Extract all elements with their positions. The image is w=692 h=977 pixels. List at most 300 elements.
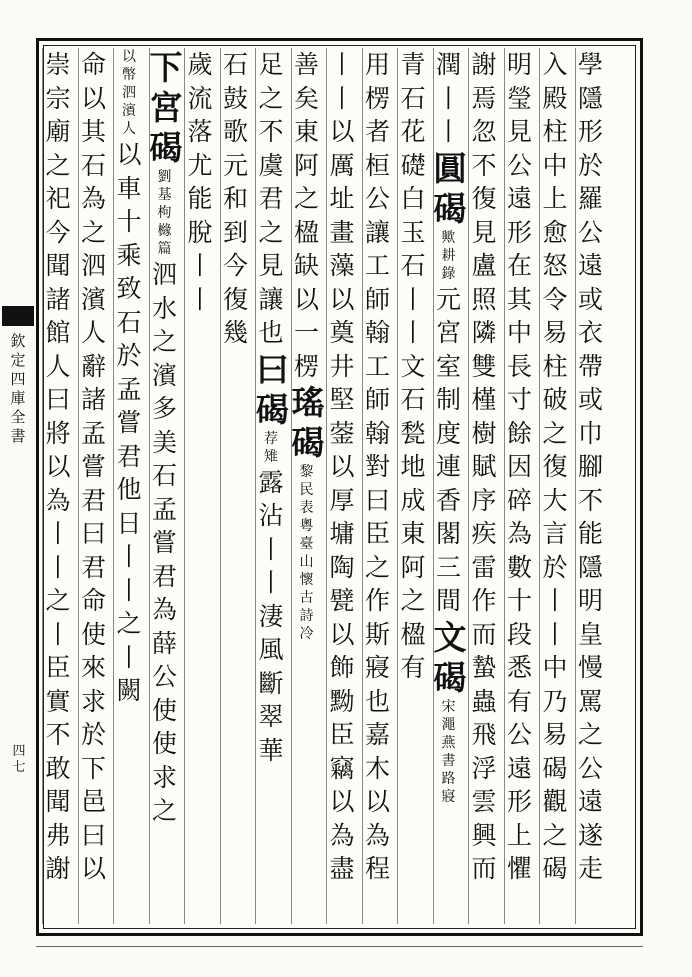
text-char: 君 [151, 561, 177, 591]
text-char: 罵 [577, 686, 603, 716]
text-char: 之 [258, 83, 284, 113]
text-char: 潤 [435, 50, 461, 79]
text-char: 落 [187, 117, 213, 146]
text-char: 多 [151, 394, 177, 423]
text-char: 之 [80, 217, 106, 247]
text-char: 曰 [45, 385, 71, 414]
margin-title-char: 書 [10, 427, 26, 445]
text-char: 中 [542, 150, 568, 180]
text-char: 使 [151, 695, 177, 725]
text-char: 公 [577, 217, 603, 247]
text-char: 曰 [80, 820, 106, 850]
text-char: 或 [577, 385, 603, 414]
text-char: 忽 [471, 117, 497, 146]
text-char: 也 [364, 686, 390, 716]
text-char: 遠 [577, 787, 603, 816]
text-char: 香 [435, 485, 461, 515]
text-char: 丨 [187, 284, 213, 314]
text-char: 言 [542, 519, 568, 548]
text-char: 見 [471, 217, 497, 247]
annotation-char: 以 [122, 49, 136, 65]
text-char: 孟 [80, 418, 106, 448]
text-char: 對 [364, 452, 390, 481]
text-char: 矣 [293, 83, 319, 113]
text-char: 歲 [187, 50, 213, 79]
margin-book-title [9, 332, 27, 446]
text-char: 懼 [506, 854, 532, 883]
text-char: 辭 [80, 351, 106, 381]
text-char: 飾 [329, 653, 355, 682]
text-char: 人 [80, 318, 106, 347]
text-char: 隱 [577, 83, 603, 113]
text-char: 曰 [80, 519, 106, 548]
text-char: 以 [364, 787, 390, 816]
text-char: 於 [80, 720, 106, 749]
text-char: 遠 [506, 753, 532, 783]
text-char: 乘 [116, 240, 142, 270]
text-char: 間 [435, 586, 461, 615]
text-char: 翰 [364, 318, 390, 347]
text-char: 為 [45, 485, 71, 515]
annotation-char: 書 [441, 752, 456, 769]
text-char: 之 [364, 552, 390, 582]
text-char: 中 [506, 318, 532, 347]
text-char: 疾 [471, 519, 497, 548]
text-char: 破 [542, 385, 568, 414]
text-char: 日 [116, 508, 142, 538]
text-char: 白 [400, 184, 426, 213]
text-char: 大 [542, 485, 568, 515]
annotation-char: 臺 [299, 536, 314, 552]
text-char: 邑 [80, 787, 106, 816]
text-char: 之 [542, 418, 568, 448]
text-char: 或 [577, 284, 603, 314]
text-char: 井 [329, 351, 355, 381]
text-char: 丨 [400, 318, 426, 347]
text-char: 丨 [187, 251, 213, 280]
text-char: 東 [400, 519, 426, 548]
text-char: 不 [258, 117, 284, 146]
text-column-c6 [397, 48, 428, 924]
text-char: 臣 [329, 720, 355, 749]
text-char: 走 [577, 854, 603, 883]
annotation-char: 基 [157, 187, 172, 203]
text-char: 以 [329, 284, 355, 314]
text-char: 浮 [471, 753, 497, 783]
annotation-char: 錄 [441, 265, 456, 282]
text-char: 曰 [364, 485, 390, 515]
margin-title-char: 全 [10, 408, 26, 426]
text-char: 館 [45, 318, 71, 347]
text-char: 度 [435, 418, 461, 448]
annotation-char: 枸 [157, 205, 172, 221]
fishtail-mark [2, 306, 34, 326]
text-char: 形 [577, 117, 603, 146]
text-char: 臣 [364, 519, 390, 548]
text-char: 礎 [400, 150, 426, 180]
heading-char: 碣 [291, 423, 325, 462]
text-char: 臣 [45, 653, 71, 682]
text-char: 因 [506, 452, 532, 481]
text-char: 謝 [471, 50, 497, 79]
text-char: 下 [80, 753, 106, 783]
text-char: 以 [116, 140, 142, 169]
text-char: 有 [506, 686, 532, 716]
text-char: 石 [151, 461, 177, 490]
annotation-char: 濱 [122, 103, 136, 119]
text-char: 斯 [364, 619, 390, 649]
text-char: 見 [506, 117, 532, 146]
heading-char: 碣 [433, 188, 467, 228]
text-column-c15 [78, 48, 109, 924]
text-char: 羅 [577, 184, 603, 213]
text-char: 為 [364, 820, 390, 850]
text-column-c2 [539, 48, 570, 924]
text-char: 嘉 [364, 720, 390, 749]
text-char: 連 [435, 452, 461, 481]
text-char: 尤 [187, 150, 213, 180]
text-char: 師 [364, 385, 390, 414]
annotation-char: 詩 [299, 608, 314, 624]
text-char: 瑩 [506, 83, 532, 113]
heading-char: 下 [149, 48, 183, 87]
text-char: 和 [222, 184, 248, 213]
text-char: 阿 [293, 150, 319, 180]
text-char: 致 [116, 274, 142, 303]
text-char: 使 [151, 729, 177, 758]
text-char: 工 [364, 251, 390, 280]
text-char: 宮 [435, 318, 461, 347]
annotation-char: 路 [441, 770, 456, 787]
text-char: 不 [577, 485, 603, 515]
text-char: 人 [45, 351, 71, 381]
text-char: 嘗 [151, 528, 177, 557]
text-char: 有 [400, 653, 426, 682]
annotation-char: 耕 [441, 247, 456, 264]
text-char: 丨 [45, 619, 71, 649]
text-char: 而 [471, 854, 497, 883]
text-char: 花 [400, 117, 426, 146]
annotation-char: 古 [299, 590, 314, 606]
text-char: 見 [258, 251, 284, 280]
text-char: 復 [542, 452, 568, 481]
text-char: 丨 [258, 534, 284, 564]
heading-char: 瑤 [291, 383, 325, 422]
text-char: 焉 [471, 83, 497, 113]
text-char: 作 [364, 586, 390, 615]
text-char: 嘗 [80, 452, 106, 481]
text-char: 以 [329, 117, 355, 146]
text-char: 聞 [45, 787, 71, 816]
text-char: 石 [222, 50, 248, 79]
text-char: 觀 [542, 787, 568, 816]
text-char: 堅 [329, 385, 355, 414]
text-char: 文 [400, 351, 426, 381]
annotation-char: 澠 [441, 716, 456, 733]
heading-char: 碣 [149, 128, 183, 167]
text-char: 到 [222, 217, 248, 247]
text-char: 宗 [45, 83, 71, 113]
text-char: 其 [80, 117, 106, 146]
text-char: 公 [151, 662, 177, 691]
text-char: 甓 [329, 586, 355, 615]
text-char: 缺 [293, 251, 319, 280]
text-char: 為 [329, 820, 355, 850]
text-char: 來 [80, 653, 106, 682]
text-char: 之 [293, 184, 319, 213]
text-char: 車 [116, 173, 142, 203]
text-char: 而 [471, 619, 497, 649]
text-char: 為 [151, 595, 177, 624]
text-column-c9 [291, 48, 325, 924]
text-char: 公 [506, 150, 532, 180]
text-char: 巾 [577, 418, 603, 448]
text-char: 室 [435, 351, 461, 381]
text-char: 槿 [471, 385, 497, 414]
text-char: 段 [506, 619, 532, 649]
text-char: 碎 [506, 485, 532, 515]
annotation-char: 幣 [122, 67, 136, 83]
text-char: 遂 [577, 820, 603, 850]
text-char: 鼓 [222, 83, 248, 113]
text-char: 十 [116, 207, 142, 236]
text-column-c8 [326, 48, 357, 924]
text-char: 乃 [542, 686, 568, 716]
text-char: 明 [577, 586, 603, 615]
text-char: 寢 [364, 653, 390, 682]
text-char: 祀 [45, 184, 71, 213]
text-char: 諸 [45, 284, 71, 314]
text-char: 不 [45, 720, 71, 749]
text-char: 歌 [222, 117, 248, 146]
margin-title-char: 四 [10, 370, 26, 388]
annotation-char: 歟 [441, 229, 456, 246]
text-char: 濱 [80, 284, 106, 314]
text-char: 制 [435, 385, 461, 414]
text-char: 實 [45, 686, 71, 716]
text-char: 蓥 [329, 418, 355, 448]
text-char: 三 [435, 552, 461, 582]
text-char: 以 [45, 452, 71, 481]
text-char: 上 [542, 184, 568, 213]
text-char: 石 [400, 385, 426, 414]
text-char: 命 [80, 50, 106, 79]
text-char: 學 [577, 50, 603, 79]
text-char: 公 [577, 753, 603, 783]
text-char: 寸 [506, 385, 532, 414]
text-column-c14 [113, 48, 144, 924]
text-char: 興 [471, 820, 497, 850]
text-char: 盧 [471, 251, 497, 280]
text-char: 址 [329, 184, 355, 213]
text-char: 讓 [258, 284, 284, 314]
text-char: 君 [80, 485, 106, 515]
text-char: 遠 [506, 184, 532, 213]
text-char: 殿 [542, 83, 568, 113]
text-char: 奠 [329, 318, 355, 347]
text-char: 程 [364, 854, 390, 883]
text-char: 丨 [329, 83, 355, 113]
annotation-char: 荐 [264, 430, 278, 447]
text-char: 者 [364, 117, 390, 146]
footer-rule [36, 946, 643, 947]
text-char: 令 [542, 284, 568, 314]
margin-title-char: 欽 [10, 332, 26, 350]
text-char: 隱 [577, 552, 603, 582]
annotation-char: 篇 [157, 241, 172, 257]
text-char: 之 [577, 720, 603, 749]
annotation-char: 民 [299, 482, 314, 498]
text-column-c12 [184, 48, 215, 924]
text-char: 其 [506, 284, 532, 314]
text-char: 玉 [400, 217, 426, 247]
text-char: 以 [293, 284, 319, 314]
text-char: 不 [471, 150, 497, 180]
text-column-c1 [575, 48, 606, 924]
text-char: 水 [151, 293, 177, 323]
annotation-char: 泗 [122, 85, 136, 101]
text-char: 遠 [577, 251, 603, 280]
text-char: 隣 [471, 318, 497, 347]
text-char: 地 [400, 452, 426, 481]
text-char: 以 [329, 452, 355, 481]
text-char: 數 [506, 552, 532, 582]
text-char: 諸 [80, 385, 106, 414]
heading-char: 曰 [256, 349, 289, 389]
text-char: 丨 [116, 575, 142, 605]
text-char: 蟄 [471, 653, 497, 682]
text-char: 沾 [258, 501, 284, 530]
text-char: 脫 [187, 217, 213, 247]
text-char: 嘗 [116, 408, 142, 437]
text-char: 於 [577, 150, 603, 180]
text-char: 易 [542, 318, 568, 347]
text-char: 廟 [45, 117, 71, 146]
text-char: 石 [80, 150, 106, 180]
text-char: 泗 [151, 260, 177, 289]
text-char: 元 [222, 150, 248, 180]
text-char: 碣 [542, 854, 568, 883]
heading-char: 碣 [433, 657, 467, 697]
text-char: 皇 [577, 619, 603, 649]
text-char: 謝 [45, 854, 71, 883]
text-column-c5 [433, 48, 467, 924]
text-char: 君 [258, 184, 284, 213]
text-char: 之 [542, 820, 568, 850]
text-char: 易 [542, 720, 568, 749]
text-char: 盡 [329, 854, 355, 883]
text-char: 石 [400, 251, 426, 280]
text-char: 使 [80, 619, 106, 649]
text-char: 用 [364, 50, 390, 79]
text-column-c7 [362, 48, 393, 924]
text-char: 竊 [329, 753, 355, 783]
text-char: 足 [258, 50, 284, 79]
text-column-c11 [220, 48, 251, 924]
text-char: 元 [435, 284, 461, 314]
text-char: 聞 [45, 251, 71, 280]
text-char: 師 [364, 284, 390, 314]
text-char: 以 [80, 83, 106, 113]
text-char: 崇 [45, 50, 71, 79]
text-char: 上 [506, 820, 532, 850]
text-char: 敢 [45, 753, 71, 783]
margin-title-char: 庫 [10, 389, 26, 407]
text-char: 丨 [542, 619, 568, 649]
text-char: 復 [471, 184, 497, 213]
text-char: 求 [80, 686, 106, 716]
text-char: 流 [187, 83, 213, 113]
text-char: 形 [506, 217, 532, 247]
margin-page-number [10, 744, 28, 776]
text-char: 畫 [329, 217, 355, 247]
annotation-char: 宋 [441, 698, 456, 715]
text-char: 一 [293, 318, 319, 347]
text-char: 為 [506, 519, 532, 548]
text-char: 東 [293, 117, 319, 146]
text-char: 之 [151, 796, 177, 825]
text-char: 風 [258, 635, 284, 664]
text-char: 十 [506, 586, 532, 615]
annotation-char: 劉 [157, 169, 172, 185]
text-char: 之 [258, 217, 284, 247]
text-char: 薛 [151, 628, 177, 658]
text-char: 丨 [400, 284, 426, 314]
text-char: 丨 [45, 519, 71, 548]
text-char: 飛 [471, 720, 497, 749]
text-column-c13 [149, 48, 183, 924]
heading-char: 宮 [149, 88, 183, 127]
text-char: 濱 [151, 360, 177, 390]
text-char: 在 [506, 251, 532, 280]
text-char: 墉 [329, 519, 355, 548]
text-char: 君 [116, 441, 142, 471]
text-char: 露 [258, 467, 284, 497]
text-char: 餘 [506, 418, 532, 448]
text-char: 形 [506, 787, 532, 816]
annotation-char: 櫞 [157, 223, 172, 239]
text-char: 讓 [364, 217, 390, 247]
annotation-char: 燕 [441, 734, 456, 751]
text-column-c10 [255, 48, 289, 924]
text-char: 也 [258, 318, 284, 347]
text-char: 柱 [542, 351, 568, 381]
text-char: 華 [258, 735, 284, 765]
text-char: 甃 [400, 418, 426, 448]
text-char: 愈 [542, 217, 568, 247]
text-char: 之 [116, 609, 142, 638]
text-char: 闕 [116, 676, 142, 705]
annotation-char: 表 [299, 500, 314, 516]
annotation-char: 寢 [441, 788, 456, 805]
annotation-char: 冷 [299, 626, 314, 642]
text-char: 閣 [435, 519, 461, 548]
text-char: 中 [542, 653, 568, 682]
margin-page-char: 七 [12, 760, 26, 775]
text-char: 樹 [471, 418, 497, 448]
text-char: 帶 [577, 351, 603, 381]
text-char: 今 [45, 217, 71, 247]
text-char: 丨 [116, 642, 142, 672]
text-char: 衣 [577, 318, 603, 347]
text-char: 求 [151, 762, 177, 792]
text-char: 陶 [329, 552, 355, 582]
margin-page-char: 四 [12, 744, 26, 759]
text-char: 丨 [45, 552, 71, 582]
text-char: 青 [400, 50, 426, 79]
text-char: 長 [506, 351, 532, 381]
text-char: 黝 [329, 686, 355, 716]
